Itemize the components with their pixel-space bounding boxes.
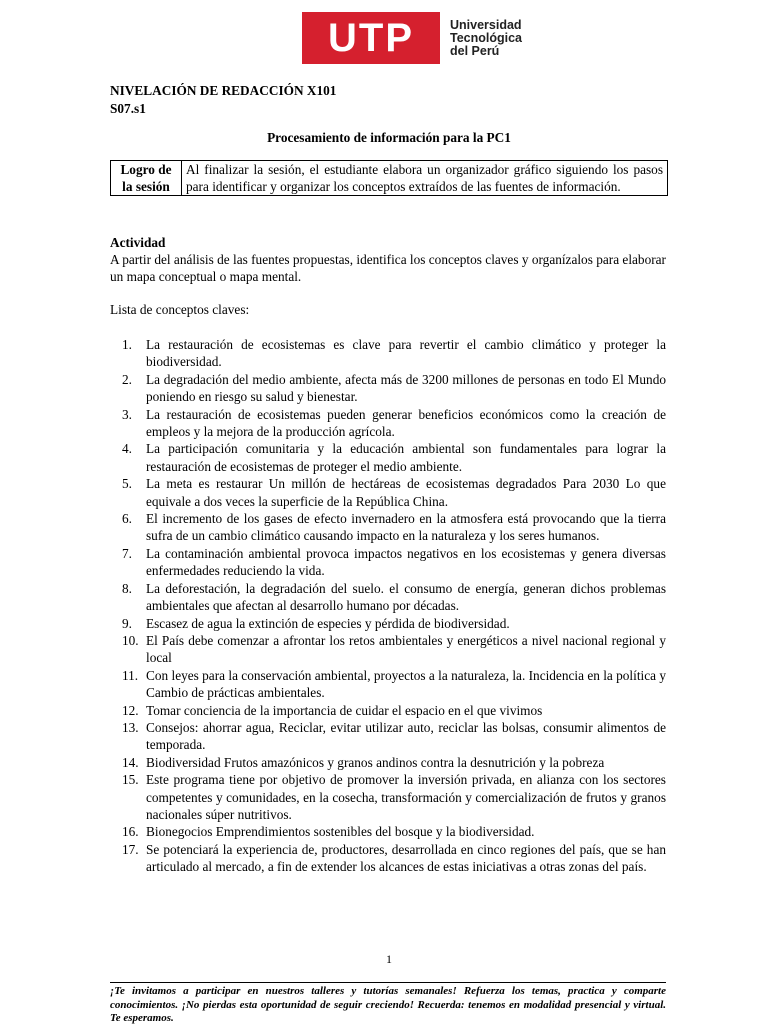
list-item-text: Con leyes para la conservación ambiental, proyectos a la naturaleza, la. Incidencia en la política y Cambio de prácticas ambientales.: [146, 667, 666, 701]
list-item: [110, 771, 666, 823]
concepts-list-title: Lista de conceptos claves:: [110, 302, 250, 317]
list-item: [110, 475, 666, 510]
list-item-number: 14.: [122, 754, 139, 770]
list-item: [110, 841, 666, 876]
list-item-text: La contaminación ambiental provoca impactos negativos en los ecosistemas y genera diversas enfermedades reduciendo la vida.: [146, 545, 666, 579]
list-item-text: Se potenciará la experiencia de, productores, desarrollada en cinco regiones del país, que se han articulado al mercado, a fin de extender los alcances de estas iniciativas a otras zonas del país.: [146, 841, 666, 875]
activity-text: A partir del análisis de las fuentes propuestas, identifica los conceptos claves y organízalos para elaborar un mapa conceptual o mapa mental.: [110, 252, 666, 284]
list-item-number: 6.: [122, 511, 132, 527]
list-item-text: Consejos: ahorrar agua, Reciclar, evitar utilizar auto, reciclar las bolsas, consumir alimentos de temporada.: [146, 719, 666, 753]
list-item: [110, 719, 666, 754]
list-item: [110, 823, 666, 840]
document-title: Procesamiento de información para la PC1: [267, 130, 511, 145]
list-item-number: 2.: [122, 371, 132, 387]
course-name: NIVELACIÓN DE REDACCIÓN X101: [110, 83, 337, 98]
list-item-text: La deforestación, la degradación del suelo. el consumo de energía, generan dichos problemas ambientales que afectan al desarrollo humano por décadas.: [146, 580, 666, 614]
logo-line-3: del Perú: [450, 43, 500, 58]
page-number: 1: [386, 952, 392, 966]
list-item: [110, 440, 666, 475]
logo-line-2: Tecnológica: [450, 30, 523, 45]
list-item-number: 7.: [122, 545, 132, 561]
list-item-number: 9.: [122, 615, 132, 631]
list-item-number: 17.: [122, 841, 139, 857]
session-goal-label: Logro de la sesión: [111, 161, 182, 196]
concepts-list: [110, 336, 666, 876]
list-item-text: Este programa tiene por objetivo de promover la inversión privada, en alianza con los sectores competentes y comunidades, en la cosecha, transformación y comercialización de frutos y granos nacionales súper nutritivos.: [146, 772, 666, 822]
list-item-number: 8.: [122, 580, 132, 596]
list-item: [110, 510, 666, 545]
utp-logo-mark: UTP: [302, 12, 440, 64]
list-item-text: La meta es restaurar Un millón de hectáreas de ecosistemas degradados Para 2030 Lo que equivale a dos veces la superficie de la República China.: [146, 476, 666, 509]
session-goal-table: [110, 160, 668, 196]
list-item: [110, 667, 666, 702]
list-item-text: La participación comunitaria y la educación ambiental son fundamentales para lograr la restauración de ecosistemas de proteger el medio ambiente.: [146, 441, 666, 474]
list-item-number: 12.: [122, 702, 139, 718]
list-item-text: La degradación del medio ambiente, afecta más de 3200 millones de personas en todo El Mundo poniendo en riesgo su salud y bienestar.: [146, 371, 666, 405]
list-item-text: La restauración de ecosistemas es clave para revertir el cambio climático y proteger la biodiversidad.: [146, 337, 666, 370]
list-item-text: Biodiversidad Frutos amazónicos y granos andinos contra la desnutrición y la pobreza: [146, 754, 605, 770]
list-item-number: 11.: [122, 667, 139, 683]
activity-heading: Actividad: [110, 235, 166, 250]
list-item-text: Bionegocios Emprendimientos sostenibles del bosque y la biodiversidad.: [146, 824, 535, 840]
list-item: [110, 702, 666, 719]
session-goal-text: Al finalizar la sesión, el estudiante elabora un organizador gráfico siguiendo los pasos para identificar y organizar los conceptos extraídos de las fuentes de información.: [182, 161, 668, 196]
list-item: [110, 754, 666, 771]
list-item-text: El País debe comenzar a afrontar los retos ambientales y energéticos a nivel nacional regional y local: [146, 632, 666, 666]
footer-note: ¡Te invitamos a participar en nuestros talleres y tutorías semanales! Refuerza los temas, practica y comparte conocimientos. ¡No pierdas esta oportunidad de seguir creciendo! Recuerda: tenemos en modalidad presencial y virtual. Te esperamos.: [110, 982, 666, 1026]
list-item: [110, 406, 666, 441]
logo-line-1: Universidad: [450, 17, 522, 32]
list-item: [110, 615, 666, 632]
list-item: [110, 371, 666, 406]
utp-logo-text: [450, 19, 522, 58]
list-item-number: 16.: [122, 824, 139, 840]
utp-logo: [302, 12, 522, 64]
document-header: [110, 82, 336, 118]
session-code: S07.s1: [110, 101, 146, 116]
list-item-number: 13.: [122, 719, 139, 735]
list-item-text: La restauración de ecosistemas pueden generar beneficios económicos como la creación de empleos y la mejora de la producción agrícola.: [146, 406, 666, 440]
list-item-text: El incremento de los gases de efecto invernadero en la atmosfera está provocando que la tierra sufra de un cambio climático causando impacto en la naturaleza y los seres humanos.: [146, 511, 666, 544]
activity-section: [110, 234, 666, 285]
list-item-text: Escasez de agua la extinción de especies y pérdida de biodiversidad.: [146, 615, 510, 631]
list-item: [110, 545, 666, 580]
list-item-text: Tomar conciencia de la importancia de cuidar el espacio en el que vivimos: [146, 702, 543, 718]
list-item-number: 10.: [122, 632, 139, 648]
list-item-number: 4.: [122, 441, 132, 457]
list-item-number: 1.: [122, 337, 132, 352]
list-item-number: 15.: [122, 772, 139, 788]
list-item: [110, 632, 666, 667]
list-item: [110, 336, 666, 371]
list-item-number: 5.: [122, 476, 132, 492]
list-item: [110, 580, 666, 615]
list-item-number: 3.: [122, 406, 132, 422]
